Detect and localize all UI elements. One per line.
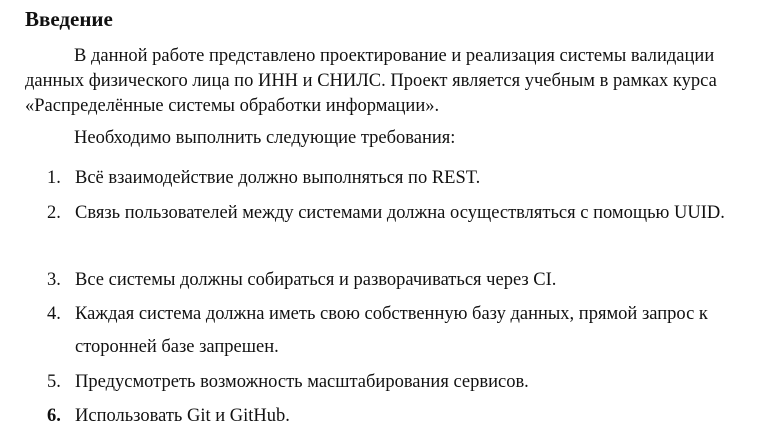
section-heading: Введение xyxy=(25,7,113,31)
requirement-number: 1. xyxy=(47,168,61,188)
requirement-text: Всё взаимодействие должно выполняться по REST. xyxy=(75,168,481,188)
requirements-lead: Необходимо выполнить следующие требования: xyxy=(74,128,456,148)
requirement-text: Все системы должны собираться и разворачиваться через CI. xyxy=(75,270,557,290)
requirement-number: 2. xyxy=(47,203,61,223)
requirement-number: 6. xyxy=(47,406,61,426)
requirement-number: 5. xyxy=(47,372,61,392)
intro-paragraph: В данной работе представлено проектирование и реализация системы валидации данных физического лица по ИНН и СНИЛС. Проект является учебным в рамках курса «Распределённые системы обработки информации». xyxy=(25,46,717,116)
requirement-text: Предусмотреть возможность масштабирования сервисов. xyxy=(75,372,529,392)
requirement-text: Связь пользователей между системами должна осуществляться с помощью UUID. xyxy=(75,203,725,223)
requirement-text: Использовать Git и GitHub. xyxy=(75,406,290,426)
requirement-number: 4. xyxy=(47,304,61,324)
requirement-number: 3. xyxy=(47,270,61,290)
requirement-text: Каждая система должна иметь свою собственную базу данных, прямой запрос к сторонней базе запрешен. xyxy=(75,304,708,357)
